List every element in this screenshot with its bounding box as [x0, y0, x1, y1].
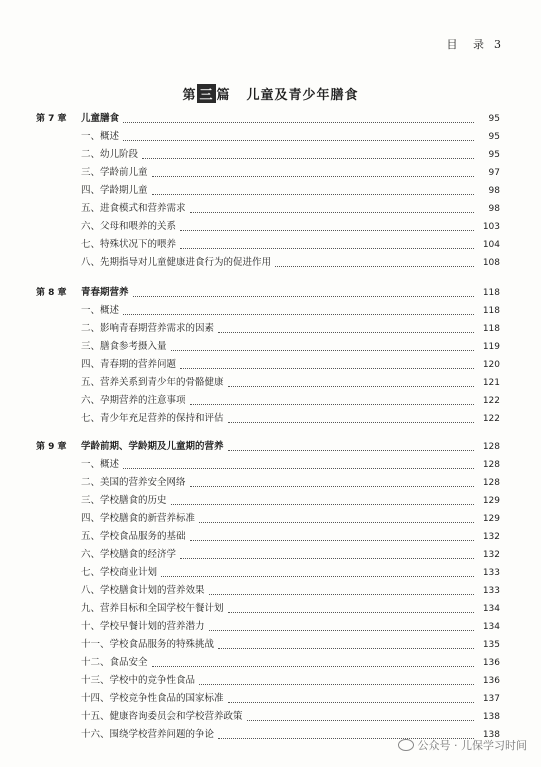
running-header [447, 36, 502, 52]
entry-text: 十四、学校竞争性食品的国家标准 [81, 693, 224, 704]
entry-text: 八、先期指导对儿童健康进食行为的促进作用 [81, 257, 272, 268]
entry-page: 128 [482, 478, 500, 488]
entry-text: 五、营养关系到青少年的骨骼健康 [81, 377, 224, 388]
toc-entry[interactable] [36, 456, 500, 474]
entry-page: 132 [482, 532, 500, 542]
entry-text: 七、特殊状况下的喂养 [81, 239, 177, 250]
chapter-label: 第 9 章 [36, 442, 67, 452]
entry-text: 三、膳食参考摄入量 [81, 341, 167, 352]
chapter-label: 第 8 章 [36, 288, 67, 298]
entry-page: 129 [482, 514, 500, 524]
entry-text: 九、营养目标和全国学校午餐计划 [81, 603, 224, 614]
chapter-title: 青春期营养 [81, 287, 129, 298]
chapter-page: 95 [488, 114, 500, 124]
toc-entry[interactable] [36, 690, 500, 708]
entry-page: 134 [482, 604, 500, 614]
entry-page: 108 [482, 258, 500, 268]
chapter-page: 118 [482, 288, 500, 298]
toc-entry[interactable] [36, 200, 500, 218]
toc-entry[interactable] [36, 492, 500, 510]
entry-page: 134 [482, 622, 500, 632]
entry-page: 121 [482, 378, 500, 388]
chapter-7 [36, 110, 500, 272]
toc-entry[interactable] [36, 672, 500, 690]
entry-page: 129 [482, 496, 500, 506]
entry-text: 一、概述 [81, 459, 120, 470]
part-number: 三 [197, 84, 215, 103]
entry-text: 一、概述 [81, 305, 120, 316]
toc-entry[interactable] [36, 392, 500, 410]
entry-text: 六、父母和喂养的关系 [81, 221, 177, 232]
toc-entry[interactable] [36, 218, 500, 236]
entry-text: 二、影响青春期营养需求的因素 [81, 323, 215, 334]
entry-page: 122 [482, 414, 500, 424]
toc-entry[interactable] [36, 164, 500, 182]
toc-entry[interactable] [36, 708, 500, 726]
entry-page: 98 [488, 186, 500, 196]
toc-entry[interactable] [36, 356, 500, 374]
entry-page: 137 [482, 694, 500, 704]
entry-page: 103 [482, 222, 500, 232]
entry-text: 三、学校膳食的历史 [81, 495, 167, 506]
toc-entry[interactable] [36, 636, 500, 654]
entry-page: 136 [482, 658, 500, 668]
wechat-icon [398, 739, 414, 751]
entry-text: 四、青春期的营养问题 [81, 359, 177, 370]
entry-text: 七、学校商业计划 [81, 567, 158, 578]
chapter-heading[interactable] [36, 110, 500, 128]
entry-page: 98 [488, 204, 500, 214]
entry-page: 118 [482, 306, 500, 316]
entry-page: 128 [482, 460, 500, 470]
entry-text: 二、美国的营养安全网络 [81, 477, 186, 488]
entry-text: 四、学龄期儿童 [81, 185, 148, 196]
toc-entry[interactable] [36, 582, 500, 600]
entry-page: 120 [482, 360, 500, 370]
entry-text: 三、学龄前儿童 [81, 167, 148, 178]
part-suffix: 篇 [216, 88, 231, 103]
toc-entry[interactable] [36, 338, 500, 356]
toc-entry[interactable] [36, 410, 500, 428]
chapter-heading[interactable] [36, 438, 500, 456]
toc-entry[interactable] [36, 600, 500, 618]
entry-text: 五、学校食品服务的基础 [81, 531, 186, 542]
entry-page: 95 [488, 150, 500, 160]
entry-page: 138 [482, 712, 500, 722]
toc-entry[interactable] [36, 474, 500, 492]
entry-text: 一、概述 [81, 131, 120, 142]
toc-entry[interactable] [36, 546, 500, 564]
chapter-8 [36, 284, 500, 428]
entry-text: 四、学校膳食的新营养标准 [81, 513, 196, 524]
chapter-heading[interactable] [36, 284, 500, 302]
toc-entry[interactable] [36, 182, 500, 200]
entry-text: 二、幼儿阶段 [81, 149, 139, 160]
chapter-page: 128 [482, 442, 500, 452]
entry-page: 119 [482, 342, 500, 352]
header-label: 目 录 [446, 38, 490, 51]
toc-entry[interactable] [36, 236, 500, 254]
entry-text: 六、学校膳食的经济学 [81, 549, 177, 560]
entry-page: 95 [488, 132, 500, 142]
entry-page: 136 [482, 676, 500, 686]
toc-entry[interactable] [36, 510, 500, 528]
entry-page: 138 [482, 730, 500, 740]
entry-text: 十二、食品安全 [81, 657, 148, 668]
chapter-title: 儿童膳食 [81, 113, 120, 124]
entry-page: 118 [482, 324, 500, 334]
toc-entry[interactable] [36, 128, 500, 146]
entry-text: 五、进食模式和营养需求 [81, 203, 186, 214]
entry-page: 133 [482, 586, 500, 596]
entry-text: 八、学校膳食计划的营养效果 [81, 585, 205, 596]
entry-page: 122 [482, 396, 500, 406]
header-page-number: 3 [494, 38, 501, 51]
toc-entry[interactable] [36, 528, 500, 546]
chapter-title: 学龄前期、学龄期及儿童期的营养 [81, 441, 224, 452]
toc-entry[interactable] [36, 374, 500, 392]
entry-text: 十五、健康咨询委员会和学校营养政策 [81, 711, 243, 722]
entry-page: 104 [482, 240, 500, 250]
toc-entry[interactable] [36, 146, 500, 164]
entry-text: 十一、学校食品服务的特殊挑战 [81, 639, 215, 650]
chapter-9 [36, 438, 500, 744]
entry-text: 六、孕期营养的注意事项 [81, 395, 186, 406]
entry-page: 135 [482, 640, 500, 650]
toc-entry[interactable] [36, 654, 500, 672]
watermark-text: 公众号 · 儿保学习时间 [417, 739, 527, 752]
entry-text: 十、学校早餐计划的营养潜力 [81, 621, 205, 632]
part-name: 儿童及青少年膳食 [246, 88, 359, 103]
part-prefix: 第 [182, 88, 197, 103]
toc-entry[interactable] [36, 320, 500, 338]
chapter-label: 第 7 章 [36, 114, 67, 124]
toc-entry[interactable] [36, 254, 500, 272]
watermark [398, 737, 528, 753]
entry-text: 十六、围绕学校营养问题的争论 [81, 729, 215, 740]
toc-entry[interactable] [36, 564, 500, 582]
entry-text: 十三、学校中的竞争性食品 [81, 675, 196, 686]
entry-text: 七、青少年充足营养的保持和评估 [81, 413, 224, 424]
part-title [0, 84, 541, 103]
entry-page: 97 [488, 168, 500, 178]
toc-entry[interactable] [36, 302, 500, 320]
entry-page: 132 [482, 550, 500, 560]
toc-entry[interactable] [36, 618, 500, 636]
entry-page: 133 [482, 568, 500, 578]
